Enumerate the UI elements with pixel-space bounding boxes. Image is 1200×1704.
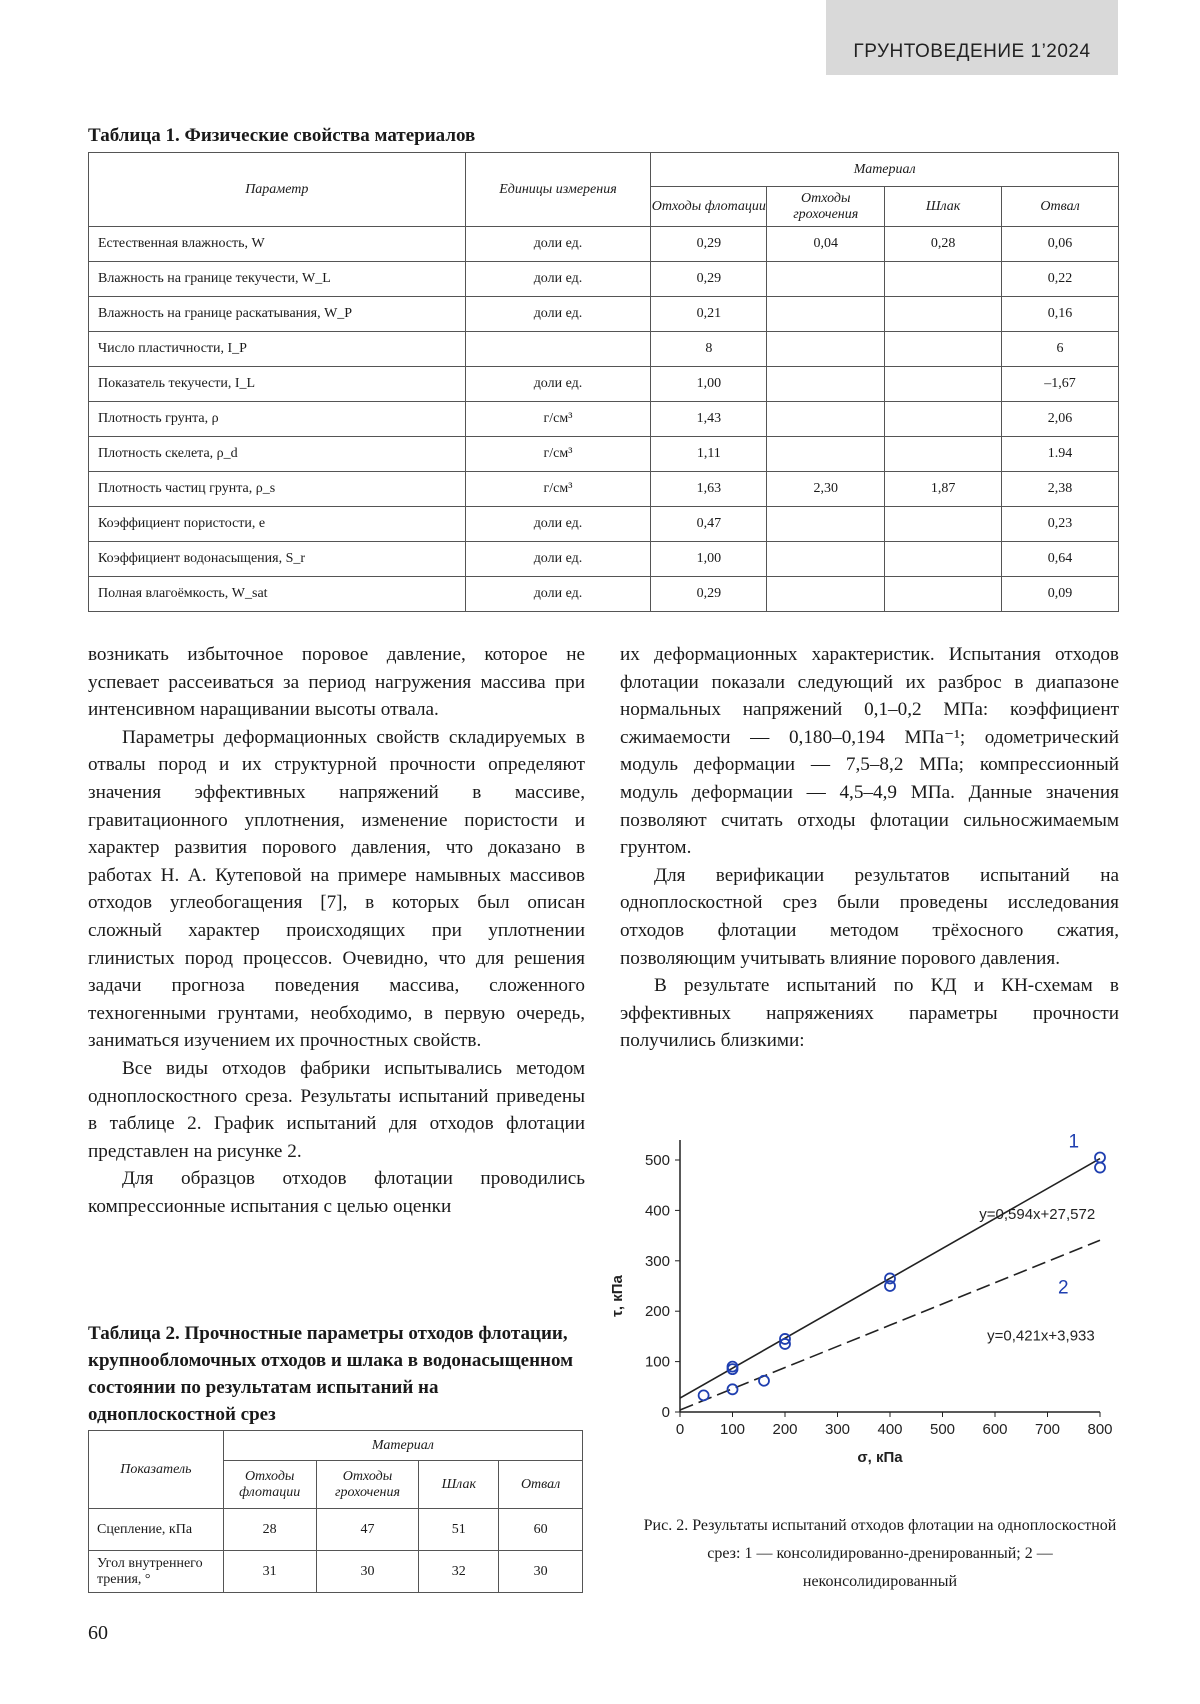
x-tick-label: 200 bbox=[772, 1421, 798, 1438]
table-row bbox=[89, 437, 1119, 472]
paragraph: Для верификации результатов испытаний на одноплоскостной срез были проведены исследования отходов флотации методом трёхосного сжатия, позволяющим учитывать влияние порового давления. bbox=[620, 864, 1119, 969]
journal-header: ГРУНТОВЕДЕНИЕ 1’2024 bbox=[826, 0, 1118, 75]
table1-cell: 6 bbox=[1002, 332, 1119, 367]
x-tick-label: 300 bbox=[824, 1421, 851, 1438]
table1-cell-units: доли ед. bbox=[465, 507, 651, 542]
table1-cell bbox=[767, 507, 885, 542]
paragraph: В результате испытаний по КД и КН-схемам в эффективных напряжениях параметры прочности получились близкими: bbox=[620, 975, 1119, 1052]
table2-header-param: Показатель bbox=[89, 1431, 224, 1509]
table1-cell: 1.94 bbox=[1002, 437, 1119, 472]
x-tick-label: 500 bbox=[929, 1421, 956, 1438]
table1-cell-param: Плотность грунта, ρ bbox=[89, 402, 466, 437]
figure-caption: Рис. 2. Результаты испытаний отходов флотации на одноплоскостной срез: 1 — консолидированно-дренированный; 2 — неконсолидированный bbox=[643, 1517, 1117, 1590]
table-row bbox=[89, 542, 1119, 577]
table1-cell bbox=[885, 542, 1002, 577]
table1-cell-param: Плотность скелета, ρ_d bbox=[89, 437, 466, 472]
table1-cell-units: доли ед. bbox=[465, 367, 651, 402]
y-tick-label: 200 bbox=[644, 1303, 670, 1321]
shear-test-chart bbox=[600, 1120, 1120, 1500]
table1-cell bbox=[767, 367, 885, 402]
series-1-label: 1 bbox=[1068, 1131, 1080, 1153]
table1-cell-units bbox=[465, 332, 651, 367]
table1-cell bbox=[767, 577, 885, 612]
table1-cell: 0,64 bbox=[1002, 542, 1119, 577]
series-1-equation: y=0,594x+27,572 bbox=[979, 1205, 1096, 1223]
x-tick-label: 400 bbox=[877, 1421, 903, 1438]
series-1-fit-line bbox=[680, 1159, 1100, 1399]
table2-cell: 30 bbox=[499, 1551, 583, 1593]
table-row bbox=[89, 332, 1119, 367]
table1-cell: 0,28 bbox=[885, 227, 1002, 262]
table2-cell: 32 bbox=[419, 1551, 499, 1593]
table1-cell: 0,21 bbox=[651, 297, 767, 332]
x-tick-label: 700 bbox=[1034, 1421, 1061, 1438]
table1-cell: 1,87 bbox=[885, 472, 1002, 507]
table1-cell bbox=[885, 402, 1002, 437]
table-row bbox=[89, 402, 1119, 437]
table1-cell: 0,06 bbox=[1002, 227, 1119, 262]
table1-cell-param: Коэффициент пористости, e bbox=[89, 507, 466, 542]
table1-cell bbox=[767, 542, 885, 577]
table1-cell bbox=[767, 332, 885, 367]
table1-cell: 2,30 bbox=[767, 472, 885, 507]
table1-cell: 0,29 bbox=[651, 227, 767, 262]
x-axis-label: σ, кПа bbox=[857, 1449, 903, 1466]
table1-cell-units: г/см³ bbox=[465, 437, 651, 472]
table1-cell: 0,09 bbox=[1002, 577, 1119, 612]
table1-cell: 1,00 bbox=[651, 542, 767, 577]
table1-cell-param: Полная влагоёмкость, W_sat bbox=[89, 577, 466, 612]
series-2-point bbox=[699, 1390, 709, 1400]
table2-header-material-4: Отвал bbox=[499, 1461, 583, 1509]
right-text-column bbox=[620, 641, 1119, 1055]
series-1-point bbox=[1095, 1152, 1105, 1162]
table1-cell-units: г/см³ bbox=[465, 472, 651, 507]
table-row bbox=[89, 507, 1119, 542]
y-tick-label: 100 bbox=[644, 1353, 670, 1371]
table1-cell-units: доли ед. bbox=[465, 227, 651, 262]
table1-cell-param: Плотность частиц грунта, ρ_s bbox=[89, 472, 466, 507]
table1-cell-param: Влажность на границе раскатывания, W_P bbox=[89, 297, 466, 332]
table1-cell bbox=[885, 262, 1002, 297]
table1-cell-units: доли ед. bbox=[465, 542, 651, 577]
y-tick-label: 0 bbox=[661, 1404, 670, 1421]
table2-cell-param: Угол внутреннего трения, ° bbox=[89, 1551, 224, 1593]
table1-cell bbox=[767, 297, 885, 332]
table2-cell: 28 bbox=[223, 1509, 316, 1551]
table1-cell: 1,63 bbox=[651, 472, 767, 507]
table2-cell: 31 bbox=[223, 1551, 316, 1593]
table1-cell: 0,23 bbox=[1002, 507, 1119, 542]
table1 bbox=[88, 152, 1119, 612]
table1-cell: 0,04 bbox=[767, 227, 885, 262]
paragraph: Параметры деформационных свойств складируемых в отвалы пород и их структурной прочности определяют значения эффективных напряжений в массиве, гравитационного уплотнения, изменение пористости и характер развития порового давления, что доказано в работах Н. А. Кутеповой на примере намывных массивов отходов углеобогащения [7], в которых был описан сложный характер происходящих при уплотнении глинистых пород процессов. Очевидно, что для решения задачи прогноза поведения массива, сложенного техногенными грунтами, необходимо, в первую очередь, заниматься изучением их прочностных свойств. bbox=[88, 726, 585, 1052]
table1-header-param: Параметр bbox=[89, 153, 466, 227]
table2-cell-param: Сцепление, кПа bbox=[89, 1509, 224, 1551]
table-row bbox=[89, 1509, 583, 1551]
table1-cell: 8 bbox=[651, 332, 767, 367]
table1-cell-units: доли ед. bbox=[465, 297, 651, 332]
series-1-point bbox=[1095, 1163, 1105, 1173]
table1-cell: 1,43 bbox=[651, 402, 767, 437]
table2-cell: 30 bbox=[316, 1551, 419, 1593]
table1-cell bbox=[767, 437, 885, 472]
table1-cell-param: Естественная влажность, W bbox=[89, 227, 466, 262]
table-row bbox=[89, 577, 1119, 612]
table1-cell: 1,00 bbox=[651, 367, 767, 402]
table1-cell-param: Влажность на границе текучести, W_L bbox=[89, 262, 466, 297]
table1-cell: 0,47 bbox=[651, 507, 767, 542]
table1-cell-param: Коэффициент водонасыщения, S_r bbox=[89, 542, 466, 577]
table2-caption: Таблица 2. Прочностные параметры отходов флотации, крупнообломочных отходов и шлака в водонасыщенном состоянии по результатам испытаний на одноплоскостной срез bbox=[88, 1323, 574, 1425]
table1-header-material-2: Отходы грохочения bbox=[767, 187, 885, 227]
table1-caption: Таблица 1. Физические свойства материалов bbox=[88, 125, 476, 146]
series-2-label: 2 bbox=[1058, 1277, 1069, 1299]
y-tick-label: 500 bbox=[644, 1152, 670, 1169]
y-tick-label: 300 bbox=[644, 1252, 670, 1270]
table1-cell: 0,29 bbox=[651, 262, 767, 297]
paragraph: возникать избыточное поровое давление, которое не успевает рассеиваться за период нагружения массива при интенсивном наращивании высоты отвала. bbox=[88, 644, 585, 721]
table1-cell: 0,22 bbox=[1002, 262, 1119, 297]
series-2-fit-line bbox=[680, 1240, 1100, 1410]
table-row bbox=[89, 367, 1119, 402]
series-2-equation: y=0,421x+3,933 bbox=[987, 1327, 1095, 1345]
table1-cell bbox=[767, 262, 885, 297]
series-2-point bbox=[728, 1384, 738, 1394]
paragraph: Все виды отходов фабрики испытывались методом одноплоскостного среза. Результаты испытаний приведены в таблице 2. График испытаний для отходов флотации представлен на рисунке 2. bbox=[88, 1057, 585, 1162]
table1-header-units: Единицы измерения bbox=[465, 153, 651, 227]
table1-cell bbox=[885, 577, 1002, 612]
table1-cell: 2,06 bbox=[1002, 402, 1119, 437]
paragraph: их деформационных характеристик. Испытания отходов флотации показали следующий их разброс в диапазоне нормальных напряжений 0,1–0,2 МПа: коэффициент сжимаемости — 0,180–0,194 МПа⁻¹; одометрический модуль деформации — 7,5–8,2 МПа; компрессионный модуль деформации — 4,5–4,9 МПа. Данные значения позволяют считать отходы флотации сильносжимаемым грунтом. bbox=[620, 644, 1119, 859]
table1-header-material: Материал bbox=[651, 153, 1119, 187]
table2-header-material-1: Отходы флотации bbox=[223, 1461, 316, 1509]
table1-cell: 0,29 bbox=[651, 577, 767, 612]
left-text-column bbox=[88, 641, 585, 1220]
paragraph: Для образцов отходов флотации проводились компрессионные испытания с целью оценки bbox=[88, 1168, 585, 1217]
table1-cell-units: доли ед. bbox=[465, 262, 651, 297]
table2-cell: 51 bbox=[419, 1509, 499, 1551]
table1-cell-units: г/см³ bbox=[465, 402, 651, 437]
table1-cell: –1,67 bbox=[1002, 367, 1119, 402]
table2-header-material-2: Отходы грохочения bbox=[316, 1461, 419, 1509]
x-tick-label: 800 bbox=[1087, 1421, 1113, 1438]
y-axis-label: τ, кПа bbox=[609, 1275, 626, 1317]
table1-cell bbox=[885, 507, 1002, 542]
table1-cell bbox=[885, 367, 1002, 402]
table1-cell: 1,11 bbox=[651, 437, 767, 472]
series-2-point bbox=[759, 1376, 769, 1386]
table2-header-material: Материал bbox=[223, 1431, 582, 1461]
x-tick-label: 0 bbox=[675, 1421, 685, 1438]
table-row bbox=[89, 1551, 583, 1593]
table1-cell-units: доли ед. bbox=[465, 577, 651, 612]
table-row bbox=[89, 472, 1119, 507]
table1-header-material-1: Отходы флотации bbox=[651, 187, 767, 227]
table1-cell-param: Число пластичности, I_P bbox=[89, 332, 466, 367]
y-tick-label: 400 bbox=[644, 1202, 670, 1220]
table2-header-material-3: Шлак bbox=[419, 1461, 499, 1509]
page-number: 60 bbox=[88, 1622, 108, 1644]
table-row bbox=[89, 227, 1119, 262]
table1-cell bbox=[885, 437, 1002, 472]
table1-cell-param: Показатель текучести, I_L bbox=[89, 367, 466, 402]
table1-header-material-4: Отвал bbox=[1002, 187, 1119, 227]
table-row bbox=[89, 297, 1119, 332]
x-tick-label: 600 bbox=[982, 1421, 1008, 1438]
table1-cell bbox=[767, 402, 885, 437]
table2-cell: 47 bbox=[316, 1509, 419, 1551]
table2-cell: 60 bbox=[499, 1509, 583, 1551]
table1-cell: 2,38 bbox=[1002, 472, 1119, 507]
x-tick-label: 100 bbox=[719, 1421, 746, 1438]
table2 bbox=[88, 1430, 583, 1593]
table1-cell bbox=[885, 332, 1002, 367]
table1-cell bbox=[885, 297, 1002, 332]
table1-cell: 0,16 bbox=[1002, 297, 1119, 332]
table1-header-material-3: Шлак bbox=[885, 187, 1002, 227]
table-row bbox=[89, 262, 1119, 297]
